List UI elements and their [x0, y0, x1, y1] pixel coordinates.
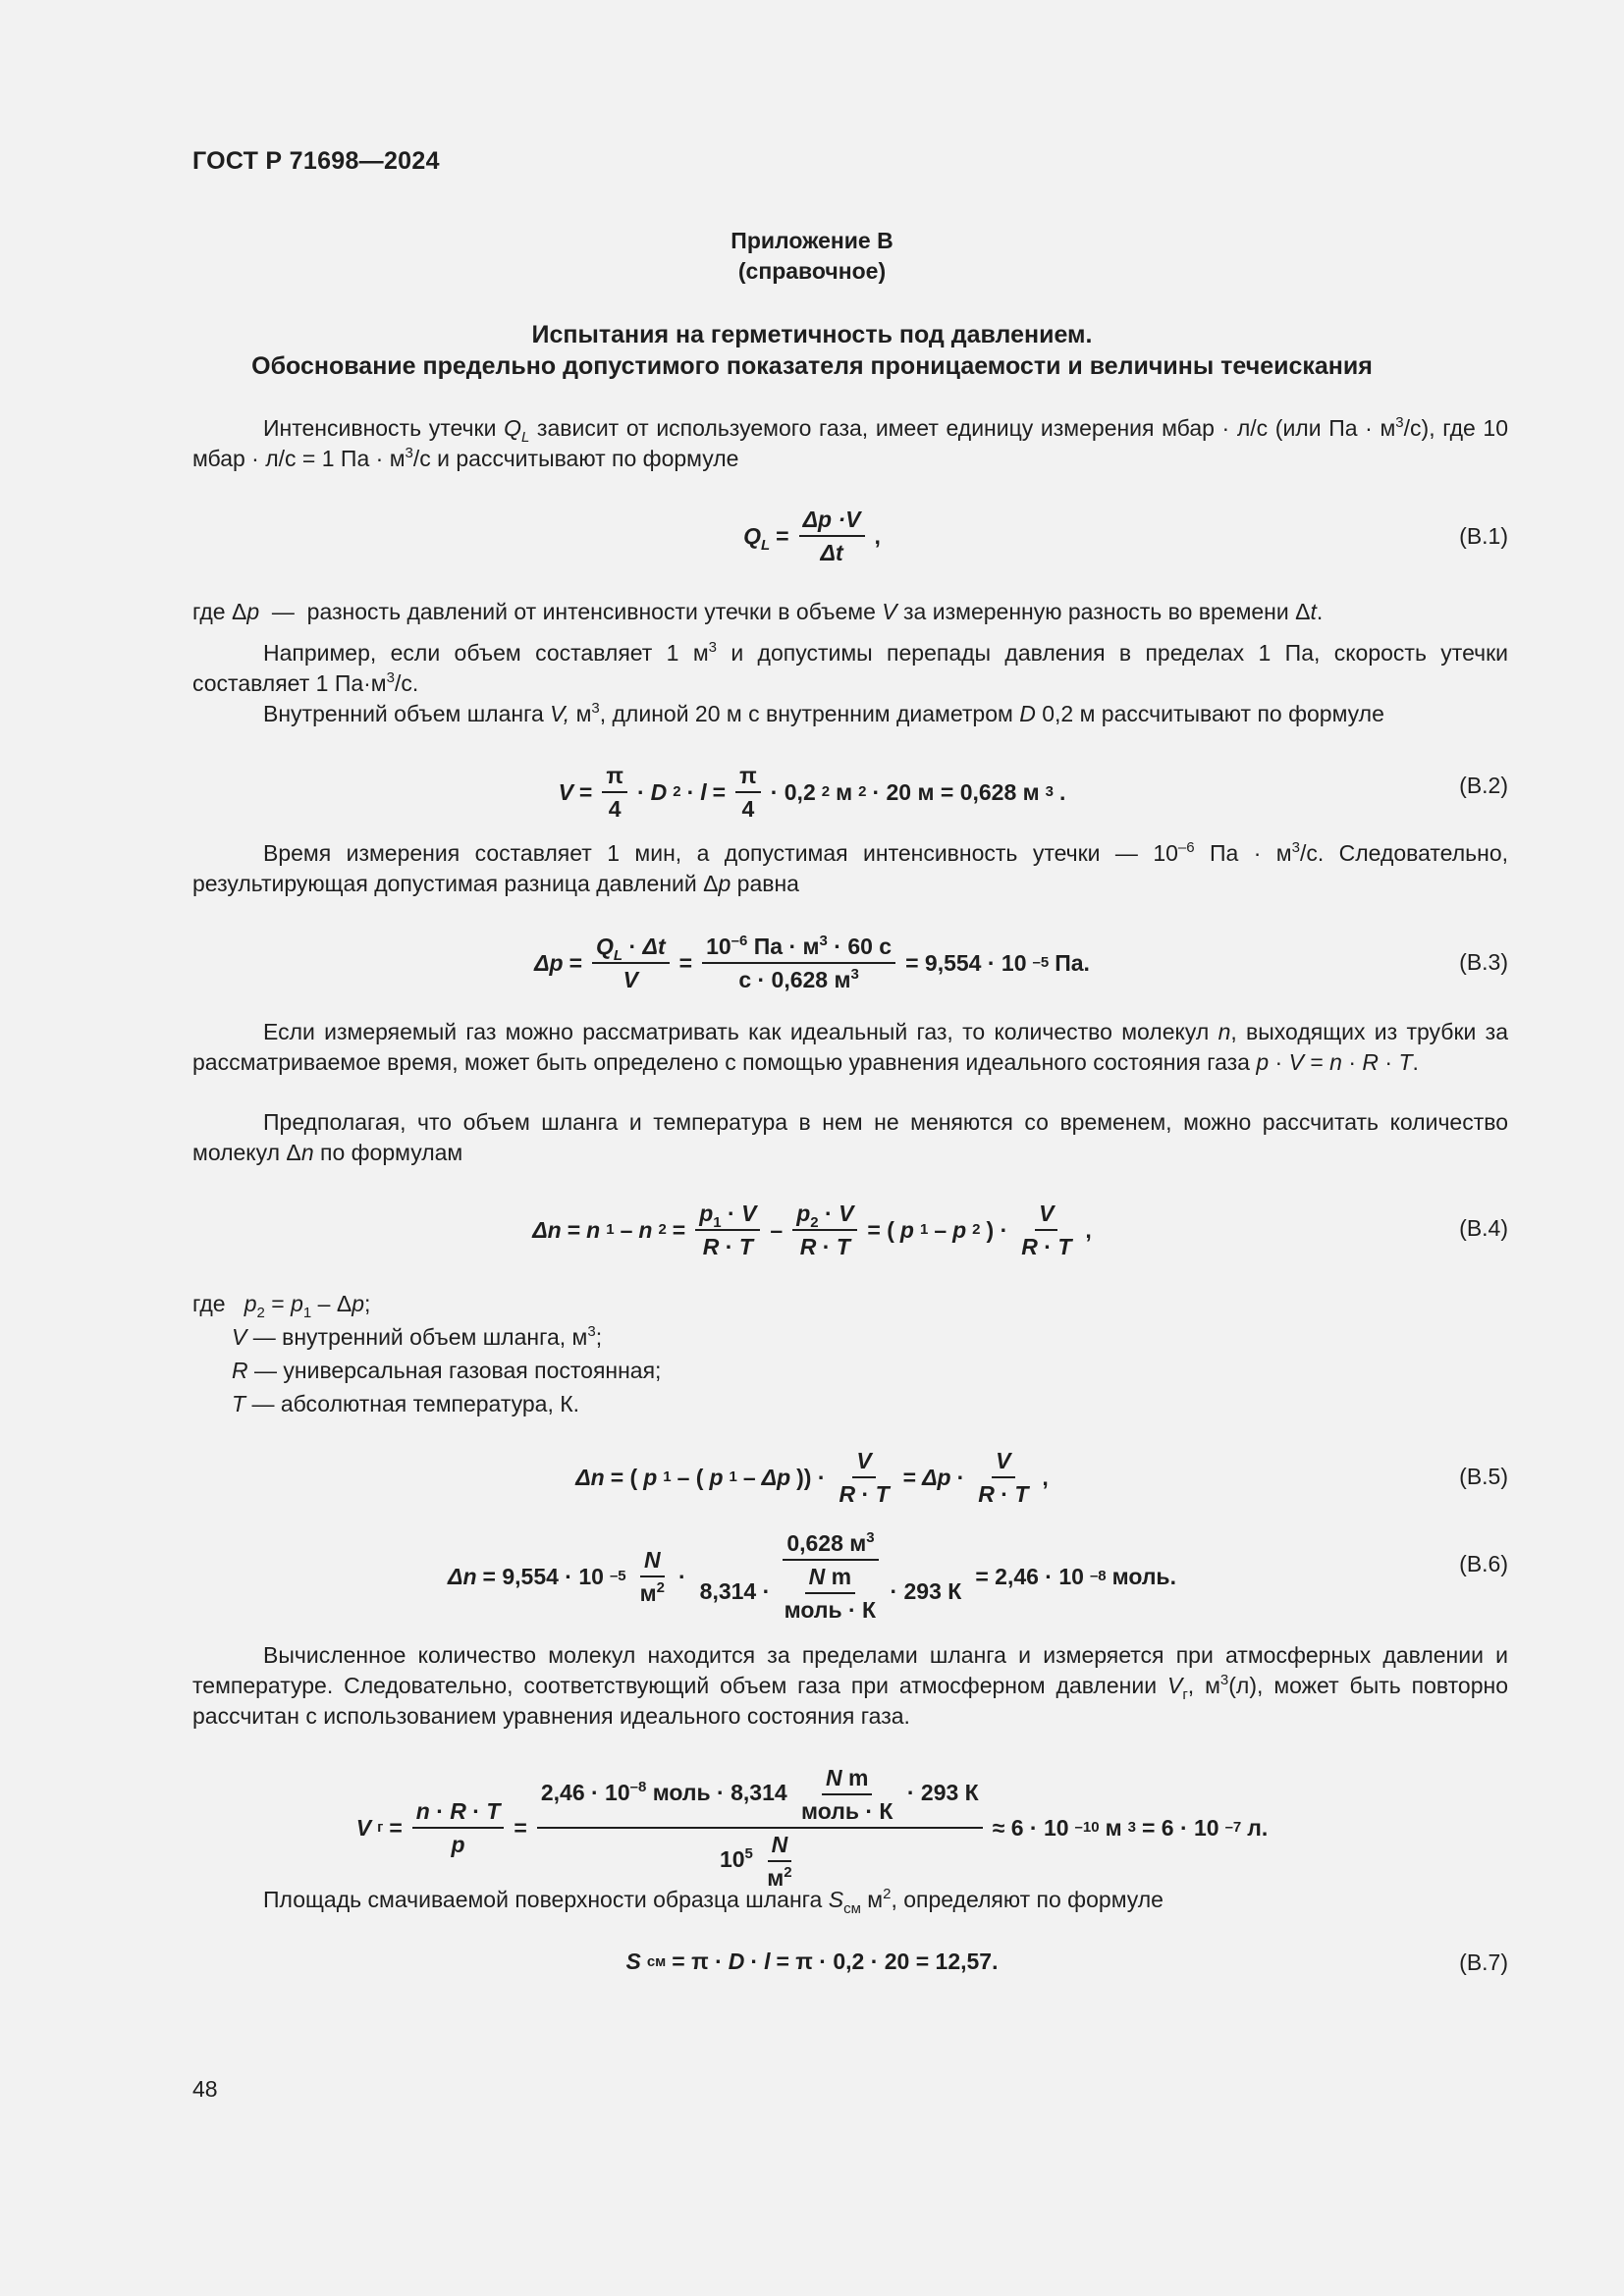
equation-gas-volume: V г = $\frac{n \cdot R \cdot T}{p}$ = $2,46 \cdot 10^{-8}$ моль · 8,314 $\frac{\text{N m}}{\text{моль · К}}$ · 293 К $10^5$ $\frac{N}{м^2}$ ≈ 6 · 10 –10 м 3 = 6 · 10 –7 л.	[355, 1765, 1269, 1891]
paragraph-atmospheric: Вычисленное количество молекул находится за пределами шланга и измеряется при атмосферных давлении и температуре. Следовательно, соответствующий объем газа при атмосферном давлении $V_г$, $м^3(л)$, может быть повторно рассчитан с использованием уравнения идеального состояния газа.	[192, 1642, 1508, 1729]
equation-b3: Δp = $\frac{Q_L \cdot \Delta t}{V}$ = $\frac{10^{-6} Па \cdot м^3 \cdot 60 с}{с \cdot 0,628 м^3}$ = 9,554 · 10 –5 Па.	[534, 933, 1090, 992]
document-header: ГОСТ Р 71698—2024	[192, 147, 440, 175]
eq-number-b6: (В.6)	[1459, 1551, 1508, 1576]
title-line-2: Обоснование предельно допустимого показателя проницаемости и величины течеискания	[251, 352, 1373, 380]
appendix-type: (справочное)	[737, 258, 887, 284]
definition-V: V — внутренний объем шланга, $м^3$;	[232, 1323, 603, 1350]
eq-number-b4: (В.4)	[1459, 1215, 1508, 1241]
definition-p2: где $p_2 = p_1 - \Delta p$;	[192, 1291, 371, 1321]
paragraph-example: Например, если объем составляет 1 $м^3$ и допустимы перепады давления в пределах 1 Па, скорость утечки составляет 1 $Па\cdot м^3/с$.	[192, 639, 1508, 696]
eq-number-b7: (В.7)	[1459, 1949, 1508, 1975]
equation-b6: Δn = 9,554 · 10 –5 $\frac{N}{м^2}$ · 0,628 $м^3$ 8,314 · $\frac{\text{N m}}{\text{моль · К}}$ · 293 К = 2,46 · 10 –8 моль.	[448, 1529, 1176, 1623]
definition-delta-p: где Δp — разность давлений от интенсивности утечки в объеме V за измеренную разность во времени Δt.	[192, 599, 1324, 624]
eq-number-b2: (В.2)	[1459, 773, 1508, 798]
eq-number-b1: (В.1)	[1459, 523, 1508, 549]
paragraph-ideal-gas: Если измеряемый газ можно рассматривать как идеальный газ, то количество молекул n, выходящих из трубки за рассматриваемое время, может быть определено с помощью уравнения идеального состояния газа p · V = n · R · T.	[192, 1019, 1509, 1075]
equation-b1: $Q_L$ = $\frac{\Delta p \cdot V}{\Delta t}$ ,	[743, 507, 881, 565]
paragraph-measurement-time: Время измерения составляет 1 мин, а допустимая интенсивность утечки — $10^{-6}$ Па · $м^3/с$. Следовательно, результирующая допустимая разница давлений Δp равна	[192, 839, 1509, 896]
eq-number-b5: (В.5)	[1459, 1464, 1508, 1489]
paragraph-hose-volume: Внутренний объем шланга V, $м^3$, длиной 20 м с внутренним диаметром D 0,2 м рассчитывают по формуле	[263, 700, 1384, 726]
paragraph-leak-intensity: Интенсивность утечки $Q_L$ зависит от используемого газа, имеет единицу измерения мбар · л/с (или Па · $м^3/с$), где 10 мбар · л/с = 1 Па · $м^3/с$ и рассчитывают по формуле	[192, 414, 1509, 471]
equation-b4: Δn = n 1 – n 2 = $\frac{p_1 \cdot V}{R \cdot T}$ – $\frac{p_2 \cdot V}{R \cdot T}$ = ( p 1 – p 2 ) · $\frac{V}{R \cdot T}$ ,	[532, 1201, 1092, 1259]
equation-b5: Δn = ( p 1 – ( p 1 – Δp )) · $\frac{V}{R \cdot T}$ = Δp · $\frac{V}{R \cdot T}$ ,	[575, 1448, 1049, 1507]
eq-number-b3: (В.3)	[1459, 949, 1508, 975]
definitions-list	[192, 1287, 661, 1420]
equation-b2: V = $\frac{\pi}{4}$ · D 2 · l = $\frac{\pi}{4}$ · 0,2 2 м 2 · 20 м = 0,628 м 3 .	[558, 763, 1066, 822]
page-number: 48	[192, 2076, 218, 2102]
paragraph-wetted-surface: Площадь смачиваемой поверхности образца шланга $S_{см}$ $м^2$, определяют по формуле	[263, 1886, 1164, 1917]
definition-T: T — абсолютная температура, К.	[232, 1391, 580, 1416]
equation-b7: S см = π · D · l = π · 0,2 · 20 = 12,57.	[625, 1949, 999, 1974]
definition-R: R — универсальная газовая постоянная;	[232, 1358, 662, 1383]
appendix-name: Приложение В	[731, 228, 893, 253]
title-line-1: Испытания на герметичность под давлением.	[531, 321, 1093, 348]
paragraph-assumption: Предполагая, что объем шланга и температура в нем не меняются со временем, можно рассчитать количество молекул Δn по формулам	[192, 1109, 1508, 1165]
